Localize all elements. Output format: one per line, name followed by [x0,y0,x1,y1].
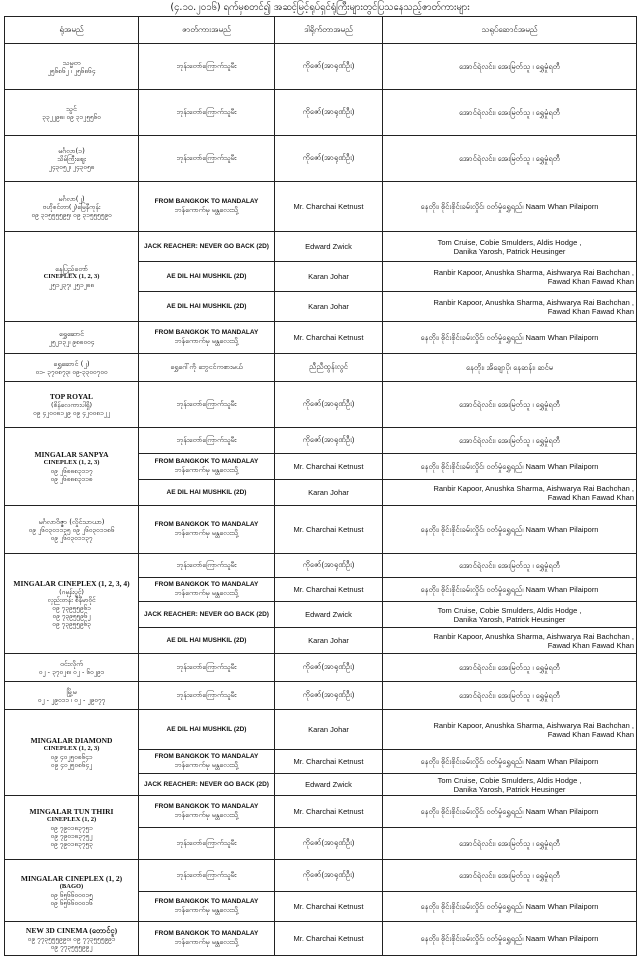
col-header-director: ဒါရိုက်တာအမည် [275,17,383,44]
cinema-cell: သမ္မတ ၂၅၆၈၆၂ ၊ ၂၅၆၈၆၄ [5,44,139,90]
actors-cell: အောင်ရဲလင်း၊ အေးမြတ်သူ ၊ ရွှေမှုံရတီ [383,860,637,892]
actors-cell: အောင်ရဲလင်း၊ အေးမြတ်သူ ၊ ရွှေမှုံရတီ [383,382,637,428]
cinema-cell: ရွှေဆောင် ၂၅၂၁၃၂၊ ၉၈၈၀၀၄ [5,322,139,354]
actors-cell: နေတိုး၊ စိုင်းစိုင်းခမ်းလှိုင်၊ ဝတ်မှုံရွှေရည်၊ Naam Whan Pilaiporn [383,578,637,602]
film-cell: FROM BANGKOK TO MANDALAY ဘန်ကောက်မှ မန္တလေးသို့ [139,578,275,602]
film-cell: ဘုန်းတော်ကြောက်သူမီး [139,828,275,860]
director-cell: Mr. Charchai Ketnust [275,182,383,232]
film-cell: JACK REACHER: NEVER GO BACK (2D) [139,774,275,796]
table-row [5,44,637,90]
table-row [5,796,637,828]
actors-cell: နေတိုး၊ စိုင်းစိုင်းခမ်းလှိုင်၊ ဝတ်မှုံရွှေရည်၊ Naam Whan Pilaiporn [383,796,637,828]
table-row [5,90,637,136]
film-cell: ဘုန်းတော်ကြောက်သူမီး [139,44,275,90]
film-cell: FROM BANGKOK TO MANDALAY ဘန်ကောက်မှ မန္တလေးသို့ [139,922,275,956]
cinema-cell: မင်္ဂလာ(၁) သိမ်ကြီးဈေး ၂၄၃၀၅၂၊ ၂၄၃၀၅၈ [5,136,139,182]
table-row [5,654,637,682]
film-cell: ဘုန်းတော်ကြောက်သူမီး [139,554,275,578]
director-cell: ကိုဇော်(အာရုဏ်ဦး) [275,428,383,454]
cinema-cell: MINGALAR CINEPLEX (1, 2) (BAGO) ၀၉ ၆၅၆၆၀၀၀၁၅ ၀၉ ၆၅၆၆၀၀၀၁၆ [5,860,139,922]
film-cell: AE DIL HAI MUSHKIL (2D) [139,292,275,322]
director-cell: Edward Zwick [275,774,383,796]
cinema-cell: သွင် ၃၃၂၂၉၈၊ ၀၉ ၃၁၂၅၅၆၀ [5,90,139,136]
actors-cell: အောင်ရဲလင်း၊ အေးမြတ်သူ ၊ ရွှေမှုံရတီ [383,428,637,454]
director-cell: Mr. Charchai Ketnust [275,892,383,922]
actors-cell: အောင်ရဲလင်း၊ အေးမြတ်သူ ၊ ရွှေမှုံရတီ [383,828,637,860]
film-cell: ဘုန်းတော်ကြောက်သူမီး [139,136,275,182]
col-header-film: ဇာတ်ကားအမည် [139,17,275,44]
film-cell: FROM BANGKOK TO MANDALAY ဘန်ကောက်မှ မန္တလေးသို့ [139,322,275,354]
cinema-cell: မြို့မ ၀၂ - ၂၉၀၁၁ ၊ ၀၂ - ၂၉၀၇၇ [5,682,139,710]
table-row [5,232,637,262]
director-cell: Mr. Charchai Ketnust [275,922,383,956]
cinema-cell: ရွှေဆောင် (၂) ၀၁- ၃၇၀၈၇၃၊ ၀၉-၃၃၀၀၇၀၀ [5,354,139,382]
cinema-cell: MINGALAR DIAMOND CINEPLEX (1, 2, 3) ၀၉ ၄၀၂၅၀၈၆၄၁ ၀၉ ၄၀၂၅၀၈၆၄၂ [5,710,139,796]
table-row [5,506,637,554]
actors-cell: အောင်ရဲလင်း၊ အေးမြတ်သူ ၊ ရွှေမှုံရတီ [383,654,637,682]
director-cell: Karan Johar [275,292,383,322]
director-cell: Mr. Charchai Ketnust [275,506,383,554]
actors-cell: အောင်ရဲလင်း၊ အေးမြတ်သူ ၊ ရွှေမှုံရတီ [383,682,637,710]
director-cell: ကိုဇော်(အာရုဏ်ဦး) [275,682,383,710]
actors-cell: အောင်ရဲလင်း၊ အေးမြတ်သူ ၊ ရွှေမှုံရတီ [383,44,637,90]
film-cell: ရွှေဂေါ်ကို ဘွေငင်ကစားမယ် [139,354,275,382]
cinema-cell: မင်္ဂလာ(၂) ဗဟိုစင်တာ(၂)မြေနီကုန်း ၀၉ ၃၁၅၅၅၅၉၅၊ ၀၉ ၃၁၅၅၅၅၉၀ [5,182,139,232]
table-row [5,710,637,750]
actors-cell: နေတိုး၊ စိုင်းစိုင်းခမ်းလှိုင်၊ ဝတ်မှုံရွှေရည်၊ Naam Whan Pilaiporn [383,750,637,774]
film-cell: JACK REACHER: NEVER GO BACK (2D) [139,232,275,262]
actors-cell: အောင်ရဲလင်း၊ အေးမြတ်သူ ၊ ရွှေမှုံရတီ [383,136,637,182]
film-cell: AE DIL HAI MUSHKIL (2D) [139,480,275,506]
actors-cell: နေတိုး၊ အိချောပို၊ နေဆန်း၊ ဆင်မ [383,354,637,382]
film-cell: ဘုန်းတော်ကြောက်သူမီး [139,654,275,682]
cinema-cell: MINGALAR CINEPLEX (1, 2, 3, 4) (ဂမုန်းပွင့်) လှည်းတန်း စီနီမာဝိုင် ၀၉ ၇၃၉၅၅၉၆၁ ၀၉ ၇၃၉၅၅၉၆၂ ၀၉ ၇၃၉၅၅၉၆၃ [5,554,139,654]
table-row [5,554,637,578]
film-cell: ဘုန်းတော်ကြောက်သူမီး [139,382,275,428]
director-cell: Mr. Charchai Ketnust [275,322,383,354]
page-title: (၄.၁၀.၂၀၁၆) ရက်မှစတင်၍ အဆင့်မြင့်ရုပ်ရှင်ရုံကြီးများတွင်ပြသနေသည့်ဇာတ်ကားများ [170,2,470,13]
director-cell: ကိုဇော်(အာရုဏ်ဦး) [275,136,383,182]
actors-cell: အောင်ရဲလင်း၊ အေးမြတ်သူ ၊ ရွှေမှုံရတီ [383,90,637,136]
actors-cell: Tom Cruise, Cobie Smulders, Aldis Hodge , Danika Yarosh, Patrick Heusinger [383,232,637,262]
actors-cell: Tom Cruise, Cobie Smulders, Aldis Hodge , Danika Yarosh, Patrick Heusinger [383,774,637,796]
film-cell: FROM BANGKOK TO MANDALAY ဘန်ကောက်မှ မန္တလေးသို့ [139,506,275,554]
table-row [5,182,637,232]
cinema-cell: NEW 3D CINEMA (တောင်ငူ) ၀၉ ၇၇၃၅၅၅၉၉၀၊ ၀၉ ၇၇၃၅၅၅၉၉၁ ၀၉ ၇၇၃၅၅၅၉၉၂ [5,922,139,956]
director-cell: ကိုဇော်(အာရုဏ်ဦး) [275,654,383,682]
director-cell: ကိုဇော်(အာရုဏ်ဦး) [275,44,383,90]
table-row [5,860,637,892]
director-cell: Mr. Charchai Ketnust [275,454,383,480]
director-cell: ကိုဇော်(အာရုဏ်ဦး) [275,554,383,578]
director-cell: ညီညီထွန်းလွင် [275,354,383,382]
director-cell: ကိုဇော်(အာရုဏ်ဦး) [275,860,383,892]
director-cell: ကိုဇော်(အာရုဏ်ဦး) [275,828,383,860]
cinema-cell: MINGALAR SANPYA CINEPLEX (1, 2, 3) ၀၉ ၂၆၈၈၈၃၁၁၇ ၀၉ ၂၆၈၈၈၃၁၁၈ [5,428,139,506]
actors-cell: နေတိုး၊ စိုင်းစိုင်းခမ်းလှိုင်၊ ဝတ်မှုံရွှေရည်၊ Naam Whan Pilaiporn [383,322,637,354]
actors-cell: Ranbir Kapoor, Anushka Sharma, Aishwarya Rai Bachchan , Fawad Khan Fawad Khan [383,262,637,292]
actors-cell: အောင်ရဲလင်း၊ အေးမြတ်သူ ၊ ရွှေမှုံရတီ [383,554,637,578]
col-header-actors: သရုပ်ဆောင်အမည် [383,17,637,44]
schedule-table [4,16,637,956]
actors-cell: Ranbir Kapoor, Anushka Sharma, Aishwarya Rai Bachchan , Fawad Khan Fawad Khan [383,710,637,750]
film-cell: ဘုန်းတော်ကြောက်သူမီး [139,860,275,892]
actors-cell: Tom Cruise, Cobie Smulders, Aldis Hodge , Danika Yarosh, Patrick Heusinger [383,602,637,628]
table-row [5,322,637,354]
col-header-cinema: ရုံအမည် [5,17,139,44]
table-row [5,382,637,428]
film-cell: ဘုန်းတော်ကြောက်သူမီး [139,90,275,136]
film-cell: JACK REACHER: NEVER GO BACK (2D) [139,602,275,628]
actors-cell: နေတိုး၊ စိုင်းစိုင်းခမ်းလှိုင်၊ ဝတ်မှုံရွှေရည်၊ Naam Whan Pilaiporn [383,182,637,232]
cinema-cell: မင်္ဂလာဝိဇ္ဇာ (လှိုင်သာယာ) ၀၉ ၂၆၀၃၀၁၁၃၅ ၀၉ ၂၆၀၃၀၁၁၈၆ ၀၉ ၂၆၀၃၀၁၁၃၇ [5,506,139,554]
actors-cell: Ranbir Kapoor, Anushka Sharma, Aishwarya Rai Bachchan , Fawad Khan Fawad Khan [383,292,637,322]
table-row [5,136,637,182]
actors-cell: နေတိုး၊ စိုင်းစိုင်းခမ်းလှိုင်၊ ဝတ်မှုံရွှေရည်၊ Naam Whan Pilaiporn [383,892,637,922]
cinema-cell: နေပြည်တော် CINEPLEX (1, 2, 3) ၂၅၁၂၃၇၊ ၂၅၁၂၈၈ [5,232,139,322]
film-cell: AE DIL HAI MUSHKIL (2D) [139,710,275,750]
actors-cell: Ranbir Kapoor, Anushka Sharma, Aishwarya Rai Bachchan , Fawad Khan Fawad Khan [383,480,637,506]
film-cell: AE DIL HAI MUSHKIL (2D) [139,628,275,654]
table-row [5,428,637,454]
film-cell: ဘုန်းတော်ကြောက်သူမီး [139,682,275,710]
director-cell: Karan Johar [275,628,383,654]
actors-cell: နေတိုး၊ စိုင်းစိုင်းခမ်းလှိုင်၊ ဝတ်မှုံရွှေရည်၊ Naam Whan Pilaiporn [383,922,637,956]
director-cell: Karan Johar [275,262,383,292]
cinema-cell: TOP ROYAL (စိန်လေကားပါရှိ) ၀၉ ၄၂၀၀၈၁၂၉ ၀၉ ၄၂၀၀၈၁၂၂ [5,382,139,428]
director-cell: ကိုဇော်(အာရုဏ်ဦး) [275,90,383,136]
director-cell: Edward Zwick [275,232,383,262]
table-row [5,354,637,382]
table-row [5,922,637,956]
director-cell: Edward Zwick [275,602,383,628]
film-cell: ဘုန်းတော်ကြောက်သူမီး [139,428,275,454]
director-cell: ကိုဇော်(အာရုဏ်ဦး) [275,382,383,428]
director-cell: Mr. Charchai Ketnust [275,750,383,774]
cinema-cell: MINGALAR TUN THIRI CINEPLEX (1, 2) ၀၉ ၇၉၀၁၈၃၇၅၁ ၀၉ ၇၉၀၁၈၃၇၅၂ ၀၉ ၇၉၀၁၈၃၇၅၃ [5,796,139,860]
film-cell: FROM BANGKOK TO MANDALAY ဘန်ကောက်မှ မန္တလေးသို့ [139,454,275,480]
film-cell: AE DIL HAI MUSHKIL (2D) [139,262,275,292]
header-row [5,17,637,44]
film-cell: FROM BANGKOK TO MANDALAY ဘန်ကောက်မှ မန္တလေးသို့ [139,892,275,922]
film-cell: FROM BANGKOK TO MANDALAY ဘန်ကောက်မှ မန္တလေးသို့ [139,750,275,774]
film-cell: FROM BANGKOK TO MANDALAY ဘန်ကောက်မှ မန္တလေးသို့ [139,182,275,232]
film-cell: FROM BANGKOK TO MANDALAY ဘန်ကောက်မှ မန္တလေးသို့ [139,796,275,828]
actors-cell: နေတိုး၊ စိုင်းစိုင်းခမ်းလှိုင်၊ ဝတ်မှုံရွှေရည်၊ Naam Whan Pilaiporn [383,506,637,554]
table-row [5,682,637,710]
actors-cell: နေတိုး၊ စိုင်းစိုင်းခမ်းလှိုင်၊ ဝတ်မှုံရွှေရည်၊ Naam Whan Pilaiporn [383,454,637,480]
director-cell: Mr. Charchai Ketnust [275,578,383,602]
director-cell: Mr. Charchai Ketnust [275,796,383,828]
cinema-cell: ဝင်းလိုက် ၀၂ - ၃၇၀၂၈၊ ၀၂ - ၆၀၂၉၁ [5,654,139,682]
actors-cell: Ranbir Kapoor, Anushka Sharma, Aishwarya Rai Bachchan , Fawad Khan Fawad Khan [383,628,637,654]
director-cell: Karan Johar [275,480,383,506]
director-cell: Karan Johar [275,710,383,750]
